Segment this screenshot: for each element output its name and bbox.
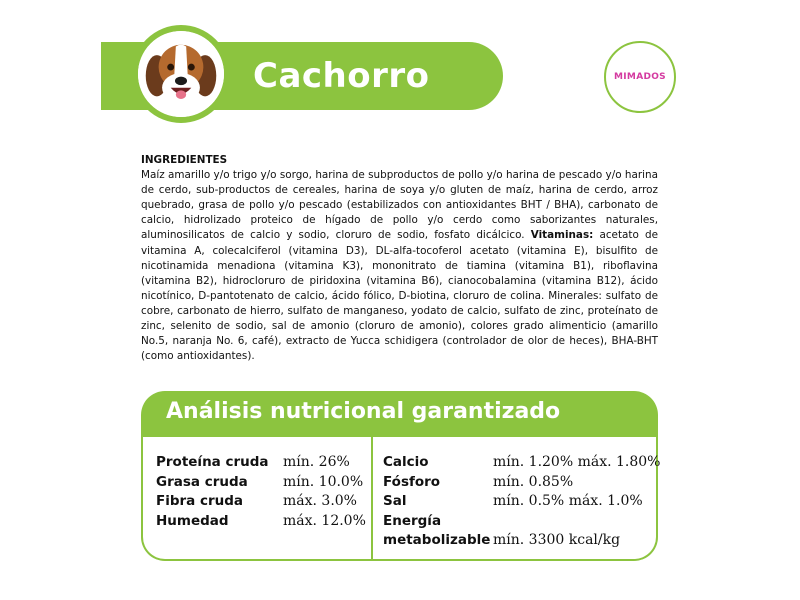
vitamins-label: Vitaminas: — [530, 229, 594, 242]
ingredients-section — [141, 153, 658, 364]
brand-logo — [604, 41, 676, 113]
nutrition-divider — [371, 437, 373, 561]
nutrition-row — [383, 512, 661, 532]
nutrient-value: mín. 0.85% — [493, 473, 574, 490]
nutrient-value: máx. 12.0% — [283, 512, 366, 529]
nutrition-title: Análisis nutricional garantizado — [166, 399, 561, 424]
puppy-avatar — [132, 25, 230, 123]
nutrient-value: mín. 1.20% máx. 1.80% — [493, 454, 661, 470]
nutrition-row — [156, 512, 366, 532]
nutrient-value: mín. 3300 kcal/kg — [493, 532, 621, 548]
ingredients-heading: INGREDIENTES — [141, 154, 228, 166]
nutrient-value: mín. 10.0% — [283, 473, 364, 490]
nutrient-value: mín. 0.5% máx. 1.0% — [493, 493, 643, 509]
nutrition-left-column — [156, 453, 366, 531]
nutrient-value: máx. 3.0% — [283, 493, 357, 509]
nutrition-row — [383, 453, 661, 473]
nutrient-label: Fósforo — [383, 473, 441, 490]
ingredients-text-2: acetato de vitamina A, colecalciferol (vitamina D3), DL-alfa-tocoferol acetato (vitamina E), bisulfito de nicotinamida menadiona (vitamina K3), mononitrato de tiamina (vitamina B1), riboflavina (vitamina B2), hidrocloruro de piridoxina (vitamina B6), cianocobalamina (vitamina B12), ácido nicotínico, D-pantotenato de calcio, ácido fólico, D-biotina, cloruro de colina. Minerales: sulfato de cobre, carbonato de hierro, sulfato de manganeso, yodato de calcio, sulfato de zinc, proteínato de zinc, selenito de sodio, sal de amonio (cloruro de amonio), colores grado alimenticio (amarillo No.5, naranja No. 6, café), extracto de Yucca schidigera (controlador de olor de heces), BHA-BHT (como antioxidantes). — [141, 229, 658, 363]
beagle-puppy-icon — [138, 31, 224, 117]
nutrient-label: Calcio — [383, 454, 429, 470]
page-title: Cachorro — [253, 56, 430, 96]
nutrition-right-column — [383, 453, 661, 551]
brand-logo-text: MIMADOS — [614, 72, 666, 82]
nutrition-row — [156, 473, 366, 493]
nutrition-row — [383, 531, 661, 551]
nutrient-label: Grasa cruda — [156, 473, 248, 490]
nutrition-row — [383, 473, 661, 493]
nutrient-value: mín. 26% — [283, 454, 350, 470]
nutrient-label: Humedad — [156, 512, 229, 529]
nutrient-label: Sal — [383, 493, 407, 509]
nutrition-row — [156, 492, 366, 512]
nutrition-row — [156, 453, 366, 473]
ingredients-text-1: Maíz amarillo y/o trigo y/o sorgo, harina de subproductos de pollo y/o harina de pescado y/o harina de cerdo, sub-productos de cereales, harina de soya y/o gluten de maíz, harina de cerdo, arroz quebrado, grasa de pollo y/o pescado (estabilizados con antioxidantes BHT / BHA), carbonato de calcio, hidrolizado proteico de hígado de pollo y/o cerdo como saborizantes naturales, aluminosilicatos de calcio y sodio, cloruro de sodio, fosfato dicálcico. — [141, 169, 658, 242]
nutrient-label: Fibra cruda — [156, 493, 244, 509]
nutrient-label: metabolizable — [383, 532, 491, 548]
nutrient-label: Energía — [383, 512, 442, 529]
nutrient-label: Proteína cruda — [156, 454, 269, 470]
nutrition-row — [383, 492, 661, 512]
